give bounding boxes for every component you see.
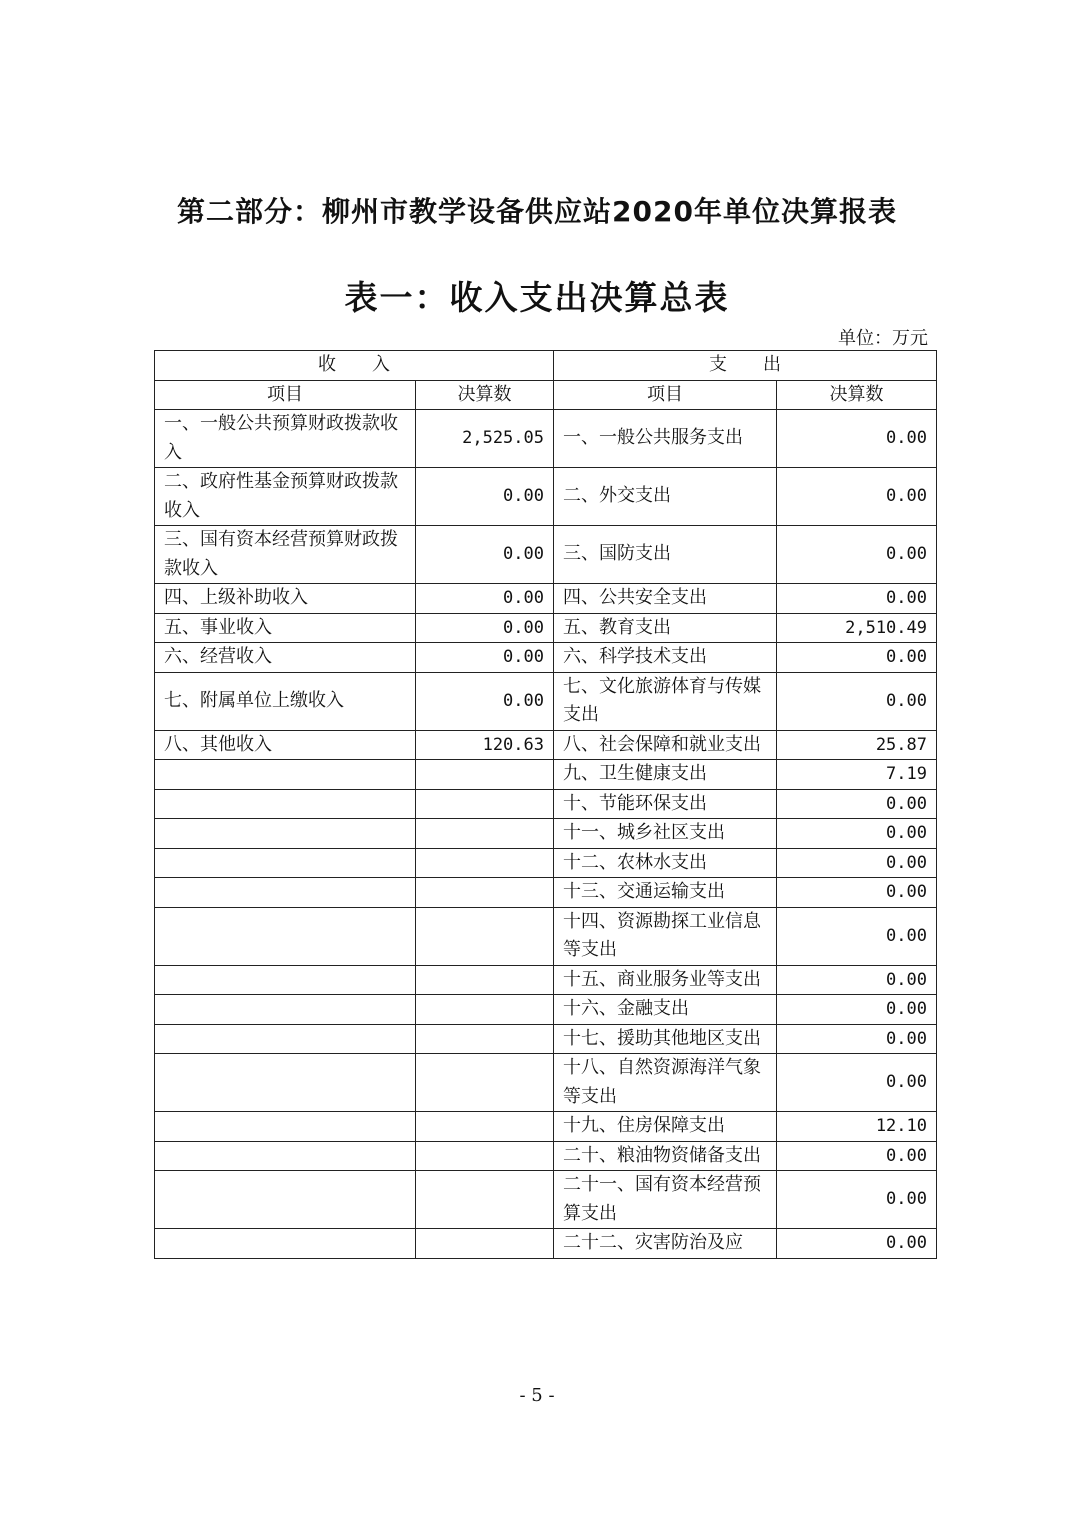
expense-amount-cell: 0.00: [777, 468, 937, 526]
income-item-cell: [155, 789, 416, 819]
expense-amount-cell: 0.00: [777, 643, 937, 673]
table-row: [155, 1054, 937, 1112]
table-row: [155, 878, 937, 908]
income-amount-cell: [416, 995, 554, 1025]
expense-item-cell: 一、一般公共服务支出: [554, 410, 777, 468]
expense-amount-cell: 0.00: [777, 1171, 937, 1229]
income-item-cell: 四、上级补助收入: [155, 584, 416, 614]
income-expense-table: [154, 350, 937, 1259]
income-amount-cell: [416, 1141, 554, 1171]
income-item-cell: [155, 819, 416, 849]
expense-item-cell: 四、公共安全支出: [554, 584, 777, 614]
expense-item-cell: 七、文化旅游体育与传媒支出: [554, 672, 777, 730]
group-header-row: [155, 351, 937, 381]
expense-item-cell: 十九、住房保障支出: [554, 1112, 777, 1142]
table-row: [155, 819, 937, 849]
expense-item-cell: 六、科学技术支出: [554, 643, 777, 673]
expense-item-cell: 八、社会保障和就业支出: [554, 730, 777, 760]
expense-item-cell: 十七、援助其他地区支出: [554, 1024, 777, 1054]
table-row: [155, 907, 937, 965]
expense-amount-cell: 0.00: [777, 878, 937, 908]
table-row: [155, 995, 937, 1025]
income-amount-cell: [416, 1112, 554, 1142]
expense-item-cell: 二十二、灾害防治及应: [554, 1229, 777, 1259]
table-row: [155, 672, 937, 730]
income-item-header: 项目: [155, 380, 416, 410]
income-item-cell: [155, 878, 416, 908]
table-row: [155, 1171, 937, 1229]
income-item-cell: [155, 1229, 416, 1259]
page-number: - 5 -: [519, 1385, 555, 1406]
income-item-cell: 一、一般公共预算财政拨款收入: [155, 410, 416, 468]
income-amount-cell: 0.00: [416, 526, 554, 584]
income-amount-header: 决算数: [416, 380, 554, 410]
table-row: [155, 584, 937, 614]
expense-item-cell: 二十一、国有资本经营预算支出: [554, 1171, 777, 1229]
table-row: [155, 410, 937, 468]
table-row: [155, 468, 937, 526]
expense-amount-cell: 0.00: [777, 1229, 937, 1259]
expense-item-cell: 十三、交通运输支出: [554, 878, 777, 908]
income-amount-cell: [416, 789, 554, 819]
income-item-cell: [155, 1141, 416, 1171]
expense-amount-cell: 0.00: [777, 789, 937, 819]
income-amount-cell: [416, 1024, 554, 1054]
expense-amount-header: 决算数: [777, 380, 937, 410]
income-item-cell: 六、经营收入: [155, 643, 416, 673]
expense-item-cell: 十二、农林水支出: [554, 848, 777, 878]
income-amount-cell: 0.00: [416, 584, 554, 614]
expense-item-cell: 十八、自然资源海洋气象等支出: [554, 1054, 777, 1112]
income-item-cell: [155, 760, 416, 790]
income-item-cell: 五、事业收入: [155, 613, 416, 643]
income-item-cell: [155, 965, 416, 995]
table-row: [155, 789, 937, 819]
table-row: [155, 1229, 937, 1259]
expense-item-cell: 十四、资源勘探工业信息等支出: [554, 907, 777, 965]
table-row: [155, 1112, 937, 1142]
table-row: [155, 760, 937, 790]
income-item-cell: [155, 1112, 416, 1142]
column-header-row: [155, 380, 937, 410]
table-row: [155, 613, 937, 643]
table-row: [155, 965, 937, 995]
income-amount-cell: [416, 1229, 554, 1259]
expense-item-cell: 十一、城乡社区支出: [554, 819, 777, 849]
expense-item-cell: 三、国防支出: [554, 526, 777, 584]
income-item-cell: [155, 1171, 416, 1229]
income-amount-cell: [416, 848, 554, 878]
expense-amount-cell: 0.00: [777, 965, 937, 995]
income-amount-cell: 0.00: [416, 613, 554, 643]
income-amount-cell: [416, 907, 554, 965]
income-item-cell: 三、国有资本经营预算财政拨款收入: [155, 526, 416, 584]
income-amount-cell: 0.00: [416, 643, 554, 673]
expense-amount-cell: 0.00: [777, 672, 937, 730]
expense-amount-cell: 0.00: [777, 819, 937, 849]
expense-amount-cell: 7.19: [777, 760, 937, 790]
table-row: [155, 643, 937, 673]
income-amount-cell: [416, 878, 554, 908]
expense-item-cell: 五、教育支出: [554, 613, 777, 643]
expense-amount-cell: 25.87: [777, 730, 937, 760]
income-item-cell: [155, 1024, 416, 1054]
income-amount-cell: 0.00: [416, 672, 554, 730]
part-title: 第二部分：柳州市教学设备供应站2020年单位决算报表: [177, 195, 897, 228]
expense-amount-cell: 0.00: [777, 995, 937, 1025]
expense-amount-cell: 0.00: [777, 584, 937, 614]
income-amount-cell: [416, 760, 554, 790]
table-row: [155, 526, 937, 584]
expense-item-cell: 十六、金融支出: [554, 995, 777, 1025]
expense-amount-cell: 0.00: [777, 1141, 937, 1171]
income-amount-cell: [416, 1054, 554, 1112]
expense-item-cell: 九、卫生健康支出: [554, 760, 777, 790]
unit-label: 单位：万元: [838, 328, 928, 349]
table-row: [155, 1024, 937, 1054]
income-amount-cell: 0.00: [416, 468, 554, 526]
expense-amount-cell: 12.10: [777, 1112, 937, 1142]
expense-amount-cell: 0.00: [777, 526, 937, 584]
expense-amount-cell: 0.00: [777, 1054, 937, 1112]
income-amount-cell: 120.63: [416, 730, 554, 760]
income-item-cell: [155, 848, 416, 878]
expense-item-cell: 十、节能环保支出: [554, 789, 777, 819]
table-row: [155, 848, 937, 878]
income-amount-cell: 2,525.05: [416, 410, 554, 468]
expense-amount-cell: 0.00: [777, 907, 937, 965]
income-amount-cell: [416, 819, 554, 849]
income-amount-cell: [416, 965, 554, 995]
income-item-cell: [155, 907, 416, 965]
expense-group-header: 支 出: [554, 351, 937, 381]
table-row: [155, 1141, 937, 1171]
table-row: [155, 730, 937, 760]
income-item-cell: 二、政府性基金预算财政拨款收入: [155, 468, 416, 526]
expense-amount-cell: 0.00: [777, 410, 937, 468]
expense-amount-cell: 0.00: [777, 1024, 937, 1054]
expense-item-header: 项目: [554, 380, 777, 410]
expense-amount-cell: 0.00: [777, 848, 937, 878]
income-item-cell: [155, 995, 416, 1025]
expense-item-cell: 二、外交支出: [554, 468, 777, 526]
expense-amount-cell: 2,510.49: [777, 613, 937, 643]
expense-item-cell: 二十、粮油物资储备支出: [554, 1141, 777, 1171]
expense-item-cell: 十五、商业服务业等支出: [554, 965, 777, 995]
income-item-cell: [155, 1054, 416, 1112]
table-title: 表一：收入支出决算总表: [344, 278, 730, 317]
income-amount-cell: [416, 1171, 554, 1229]
income-item-cell: 八、其他收入: [155, 730, 416, 760]
income-item-cell: 七、附属单位上缴收入: [155, 672, 416, 730]
income-group-header: 收 入: [155, 351, 554, 381]
